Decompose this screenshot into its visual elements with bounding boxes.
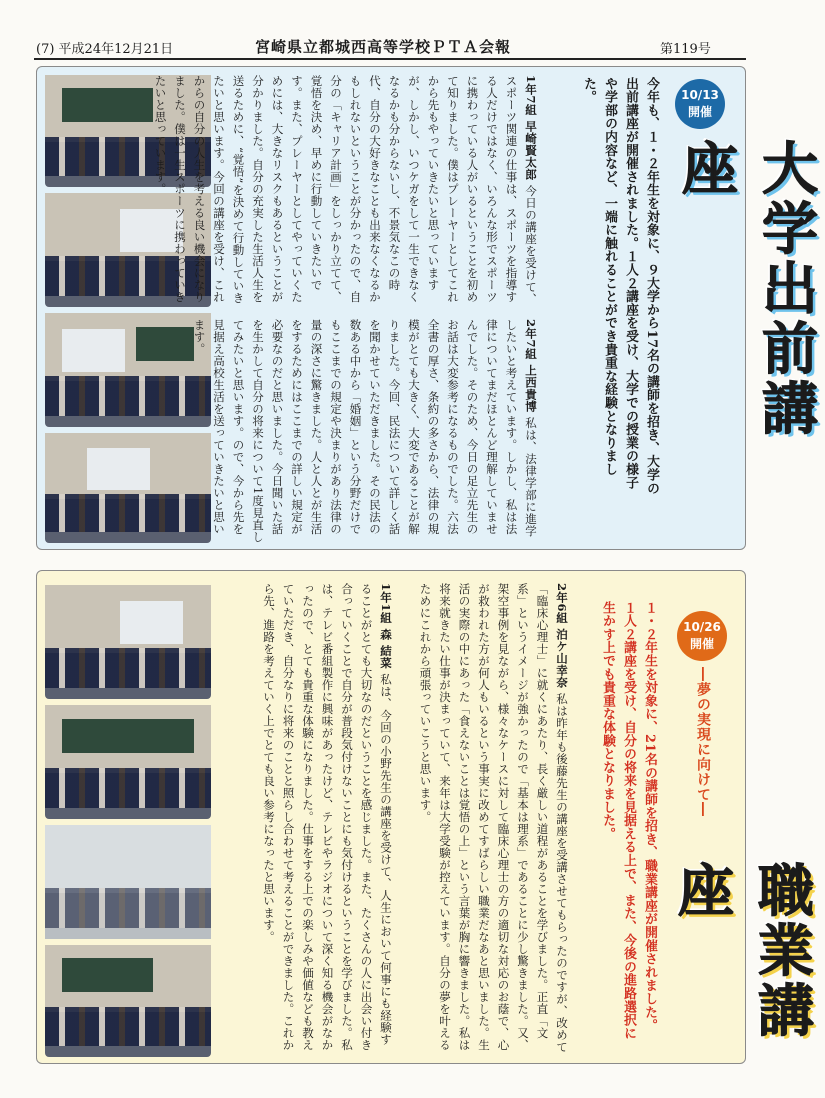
header-rule — [34, 58, 746, 60]
badge-date: 10/13 — [681, 88, 719, 102]
classroom-photo-8 — [45, 945, 211, 1057]
section-title-career-lecture: 職業講座 — [669, 861, 814, 1041]
badge-label-2: 開催 — [689, 637, 714, 651]
student-text-3: 私は、今回の小野先生の講座を受けて、人生において何事にも経験することがとても大切なのだということを感じました。また、たくさんの人に出会い付き合っていくことで自分が普段気付けないことにも気付けるということを学びました。私は、テレビ番組製作に興味があったけど、テレビやラジオについて深く知る機会がなかったので、とても貴重な体験になりました。仕事をする上での楽しみや価値なども教えていただき、自分なりに将来のことと照らし合わせて考えることができました。これから先、進路を考えていく上でとても良い参考になったと思います。 — [262, 583, 393, 1051]
student-comment-2 — [192, 319, 540, 543]
section-lead: 今年も、１・２年生を対象に、９大学から17名の講師を招き、大学の出前講座が開催されました。１人２講座を受け、大学での授業の様子や学部の内容など、一端に触れることができ貴重な経験となりました。 — [581, 77, 659, 495]
student-name-2: 2年7組 上西貴博 — [524, 319, 538, 413]
section-lead-2: １・２年生を対象に、21名の講師を招き、職業講座が開催されました。１人２講座を受け、自分の将来を見据える上で、また、今後の進路選択に生かす上でも貴重な体験となりました。 — [600, 601, 657, 1040]
page-header — [0, 0, 767, 62]
classroom-photo-5 — [45, 585, 211, 699]
section-subtitle: ―夢の実現に向けて― — [695, 667, 711, 817]
student-text-2: 私は、法律学部に進学したいと考えています。しかし、私は法律についてまだほとんど理解していませんでした。そのため、今日の足立先生のお話は大変参考になるものでした。六法全書の厚さ、条約の多さから、法律の規模がとても大きく、大変であることが解りました。今回、民法について詳しく話を聞かせていただきました。その民法の数ある中から「婚姻」という分野だけでもここまでの規定や決まりがあり法律の量の深さに驚きました。人と人とが生活をするためにはここまでの詳しい規定が必要なのだと思いました。今日聞いた話を生かして自分の将来について1度見直してみたいと思います。ので、今から先を見据え高校生活を送っていきたいと思います。 — [192, 319, 538, 543]
student-name-3: 1年1組 森 結菜 — [379, 583, 393, 670]
classroom-photo-7 — [45, 825, 211, 939]
student-text-1: 今日の講座を受けて、スポーツ関連の仕事は、スポーツを指導する人だけではなく、いろんな形でスポーツに携わっている人がいるということを初めて知りました。僕はプレーヤーとしてこれから先もやっていきたいと思っていますが、しかし、いつケガをして一生できなくなるかも分からないし、不景気なこの時代、自分の大好きなことも出来なくなるかもしれないということが分かったので、自分の「キャリア計画」をしっかり立てて、覚悟を決め、早めに行動していきたいです。また、プレーヤーとしてやっていくためには、大きなリスクもあるということが分かりました。自分の充実した生活人生を送るために、“覚悟”を決めて行動していきたいと思います。今回の講座を受け、これからの自分の人生を考える良い機会になりました。僕は一生スポーツに携わっていきたいと思っています。 — [153, 75, 538, 305]
student-comment-4 — [399, 583, 571, 1057]
student-name-1: 1年7組 早崎賢太郎 — [524, 75, 538, 181]
event-date-badge — [675, 79, 725, 129]
student-comment-3 — [220, 583, 395, 1057]
event-date-badge-2 — [677, 611, 727, 661]
classroom-photo-4 — [45, 433, 211, 543]
career-lecture-section — [36, 570, 814, 1064]
classroom-photo-3 — [45, 313, 211, 427]
student-comment-1 — [153, 75, 540, 311]
newsletter-title: 宮崎県立都城西高等学校ＰＴＡ会報 — [255, 38, 512, 56]
badge-label: 開催 — [687, 105, 712, 119]
issue-number: 第119号 — [660, 42, 711, 57]
student-name-4: 2年6組 泊ケ山幸奈 — [555, 583, 569, 689]
section-title-university-lecture: 大学出前講座 — [673, 139, 818, 439]
badge-date-2: 10/26 — [683, 620, 721, 634]
student-text-4: 私は昨年も後藤先生の講座を受講させてもらったのですが、改めて「臨床心理士」に就くにあたり、長く厳しい道程があることを学びました。正直「文系」というイメージが強かったので「基本は理系」であることに少し驚きました。又、架空事例を見ながら、様々なケースに対して臨床心理士の方の適切な対応のお蔭で、心が救われた方が何人もいるという事実に改めてすばらしい職業だなあと思いました。生活の実際の中にあった「食えないことは覚悟の上」という言葉が胸に響きました。私は将来就きたい仕事が決まっていて、来年は大学受験が控えています。自分の夢を叶えるためにこれから頑張っていこうと思います。 — [418, 583, 569, 1053]
page-date: (7) 平成24年12月21日 — [36, 42, 174, 57]
university-lecture-section — [36, 66, 818, 550]
classroom-photo-6 — [45, 705, 211, 819]
